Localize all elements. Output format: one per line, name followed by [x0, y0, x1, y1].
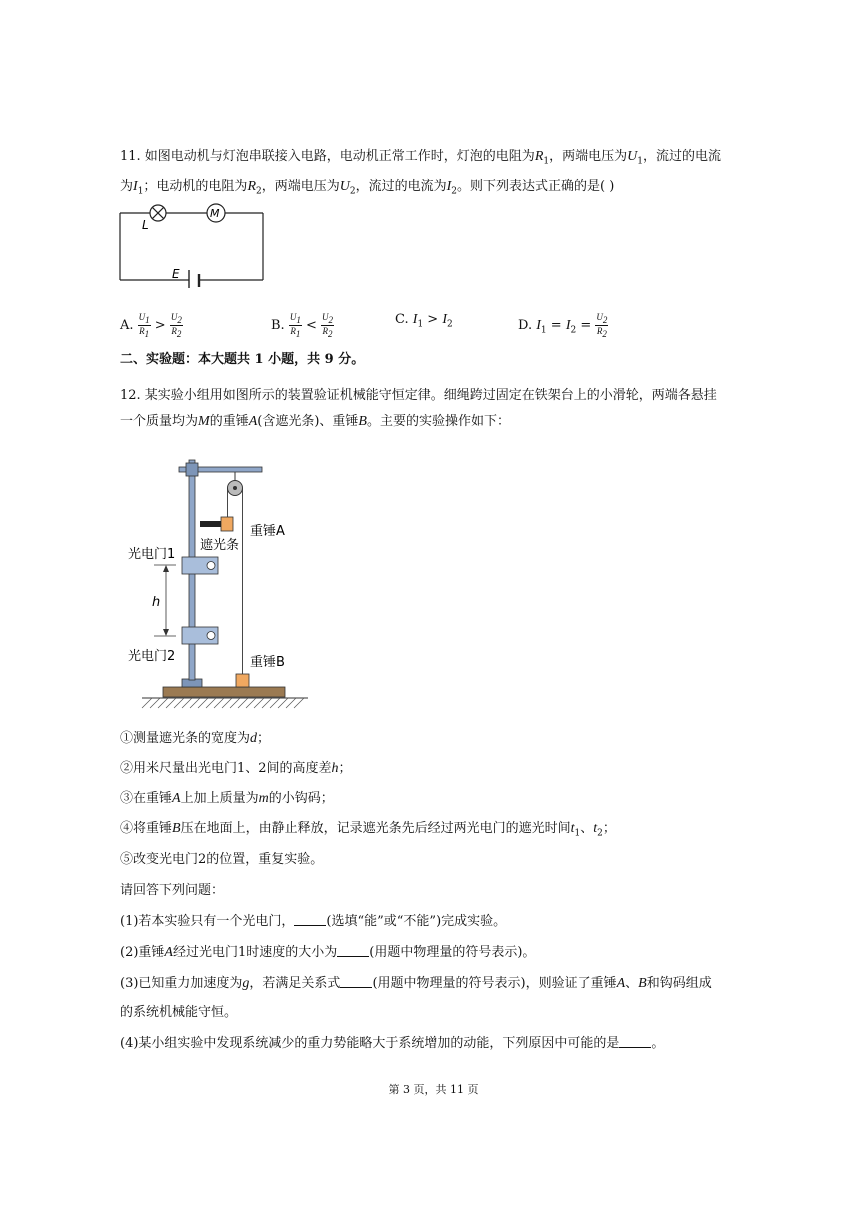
circuit-diagram	[110, 198, 275, 288]
label-height: h	[152, 595, 161, 610]
part-1: (1)若本实验只有一个光电门， (选填“能”或“不能”)完成实验。	[120, 914, 507, 929]
q11-line2: 为$I_1$；电动机的电阻为$R_2$，两端电压为$U_2$，流过的电流为$I_2$。则下列表达式正确的是( )	[120, 179, 615, 197]
lamp-label: L	[142, 218, 149, 232]
source-label: E	[172, 267, 180, 281]
answer-blank-3[interactable]	[340, 975, 372, 988]
part-3-cont: 的系统机械能守恒。	[120, 1005, 238, 1020]
option-d[interactable]: D. $I_1 = I_2$ = $\frac{U_2}{R_2}$	[518, 312, 608, 339]
answer-blank-4[interactable]	[619, 1035, 651, 1048]
step-4: ④将重锤B压在地面上，由静止释放，记录遮光条先后经过两光电门的遮光时间$t_1$、$t_2$；	[120, 821, 616, 839]
option-a[interactable]: A. $\frac{U_1}{R_1}$ > $\frac{U_2}{R_2}$	[120, 312, 182, 339]
page-footer: 第 3 页，共 11 页	[388, 1083, 479, 1096]
label-gate-2: 光电门2	[128, 649, 176, 664]
answer-blank-2[interactable]	[337, 944, 369, 957]
apparatus-figure	[120, 455, 320, 715]
part-4: (4)某小组实验中发现系统减少的重力势能略大于系统增加的动能，下列原因中可能的是 。	[120, 1036, 665, 1051]
q12-line2: 一个质量均为M的重锤A(含遮光条)、重锤B。主要的实验操作如下：	[120, 414, 510, 429]
section-heading: 二、实验题：本大题共 1 小题，共 9 分。	[120, 352, 365, 367]
q12-line1: 12. 某实验小组用如图所示的装置验证机械能守恒定律。细绳跨过固定在铁架台上的小滑轮，两端各悬挂	[120, 388, 717, 403]
step-1: ①测量遮光条的宽度为d；	[120, 731, 271, 746]
label-gate-1: 光电门1	[128, 547, 176, 562]
questions-intro: 请回答下列问题：	[120, 883, 225, 898]
step-5: ⑤改变光电门2的位置，重复实验。	[120, 852, 324, 867]
part-3: (3)已知重力加速度为g，若满足关系式 (用题中物理量的符号表示)，则验证了重锤A、B和钩码组成	[120, 976, 712, 991]
answer-blank-1[interactable]	[294, 913, 326, 926]
part-2: (2)重锤A经过光电门1时速度的大小为 (用题中物理量的符号表示)。	[120, 945, 536, 960]
label-weight-b: 重锤B	[250, 655, 285, 670]
option-b[interactable]: B. $\frac{U_1}{R_1}$ < $\frac{U_2}{R_2}$	[271, 312, 333, 339]
q11-line1: 11. 如图电动机与灯泡串联接入电路，电动机正常工作时，灯泡的电阻为$R_1$，两端电压为$U_1$，流过的电流	[120, 149, 721, 167]
motor-label: M	[210, 207, 220, 220]
label-shade-strip: 遮光条	[200, 538, 240, 553]
option-c[interactable]: C. $I_1 > I_2$	[395, 312, 453, 330]
label-weight-a: 重锤A	[250, 524, 285, 539]
step-2: ②用米尺量出光电门1、2间的高度差h；	[120, 761, 352, 776]
step-3: ③在重锤A上加上质量为m的小钩码；	[120, 791, 334, 806]
